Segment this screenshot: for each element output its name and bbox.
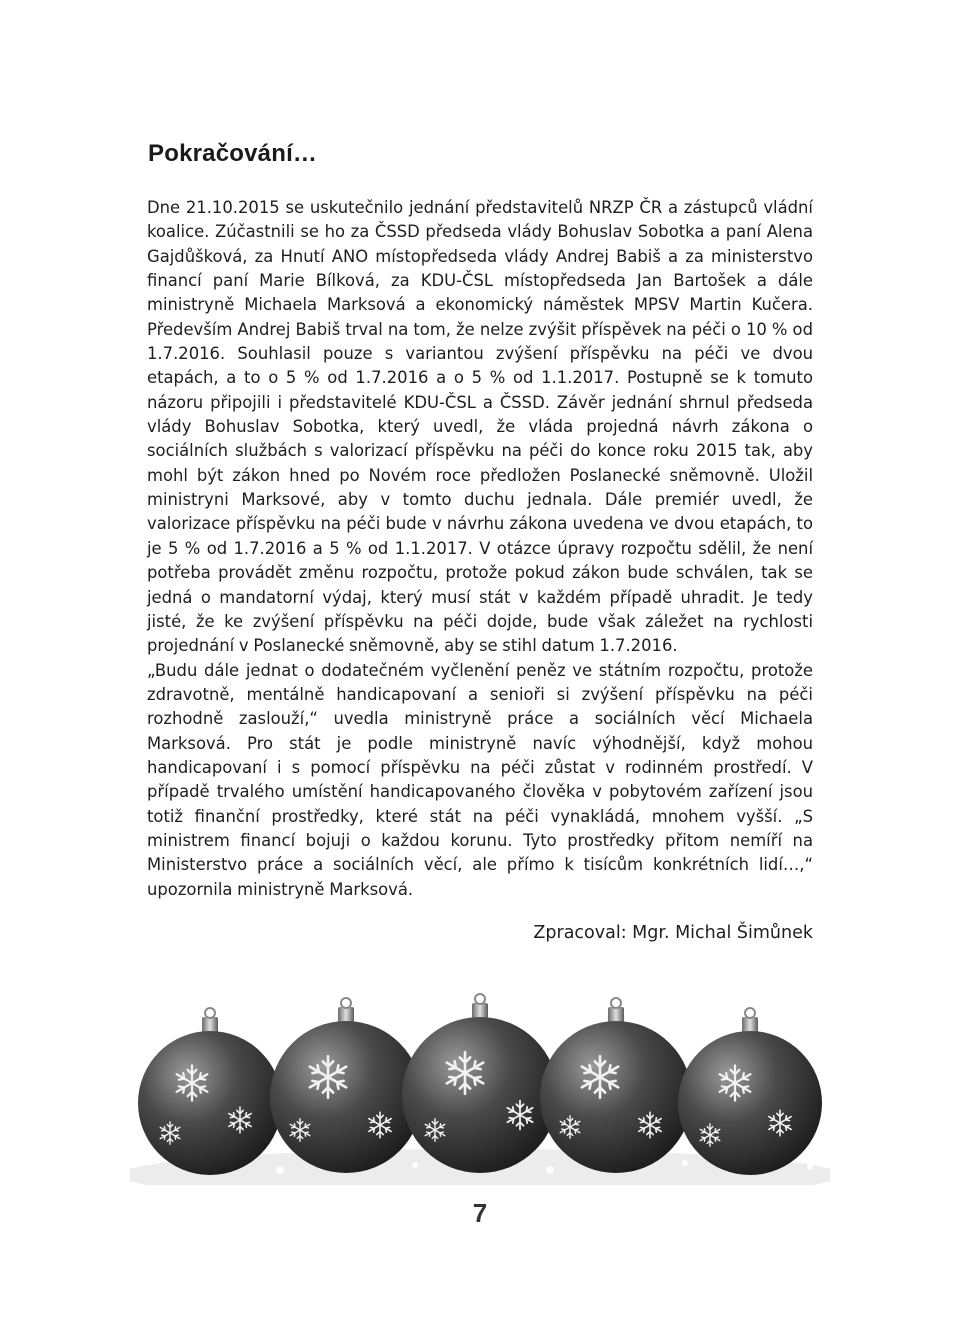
christmas-baubles-icon [130,965,830,1185]
paragraph-1: Dne 21.10.2015 se uskutečnilo jednání představitelů NRZP ČR a zástupců vládní koalice. Zúčastnili se ho za ČSSD předseda vlády Bohuslav Sobotka a paní Alena Gajdůšková, za Hnutí ANO místopředseda vlády Andrej Babiš a za ministerstvo financí paní Marie Bílková, za KDU-ČSL místopředseda Jan Bartošek a dále ministryně Michaela Marksová a ekonomický náměstek MPSV Martin Kučera. Především Andrej Babiš trval na tom, že nelze zvýšit příspěvek na péči o 10 % od 1.7.2016. Souhlasil pouze s variantou zvýšení příspěvku na péči ve dvou etapách, a to o 5 % od 1.7.2016 a o 5 % od 1.1.2017. Postupně se k tomuto názoru připojili i představitelé KDU-ČSL a ČSSD. Závěr jednání shrnul předseda vlády Bohuslav Sobotka, který uvedl, že vláda projedná návrh zákona o sociálních službách s valorizací příspěvku na péči do konce roku 2015 tak, aby mohl být zákon hned po Novém roce předložen Poslanecké sněmovně. Uložil ministryni Marksové, aby v tomto duchu jednala. Dále premiér uvedl, že valorizace příspěvku na péči bude v návrhu zákona uvedena ve dvou etapách, to je 5 % od 1.7.2016 a 5 % od 1.1.2017. V otázce úpravy rozpočtu sdělil, že není potřeba provádět změnu rozpočtu, protože pokud zákon bude schválen, tak se jedná o mandatorní výdaj, který musí stát v každém případě uhradit. Je tedy jisté, že ke zvýšení příspěvku na péči dojde, bude však záležet na rychlosti projednání v Poslanecké sněmovně, aby se stihl datum 1.7.2016. [147,198,813,656]
paragraph-2: „Budu dále jednat o dodatečném vyčlenění peněz ve státním rozpočtu, protože zdravotně, mentálně handicapovaní a senioři si zvýšení příspěvku na péči rozhodně zaslouží,“ uvedla ministryně práce a sociálních věcí Michaela Marksová. Pro stát je podle ministryně navíc výhodnější, když mohou handicapovaní i s pomocí příspěvku na péči zůstat v rodinném prostředí. V případě trvalého umístění handicapovaného člověka v pobytovém zařízení jsou totiž finanční prostředky, které stát na péči vynakládá, mnohem vyšší. „S ministrem financí bojuji o každou korunu. Tyto prostředky přitom nemíří na Ministerstvo práce a sociálních věcí, ale přímo k tisícům konkrétních lidí…,“ upozornila ministryně Marksová. [147,660,813,899]
page-number: 7 [472,1198,488,1228]
page-heading: Pokračování… [148,140,318,167]
author-signature: Zpracoval: Mgr. Michal Šimůnek [533,923,813,943]
article-body [147,196,813,902]
